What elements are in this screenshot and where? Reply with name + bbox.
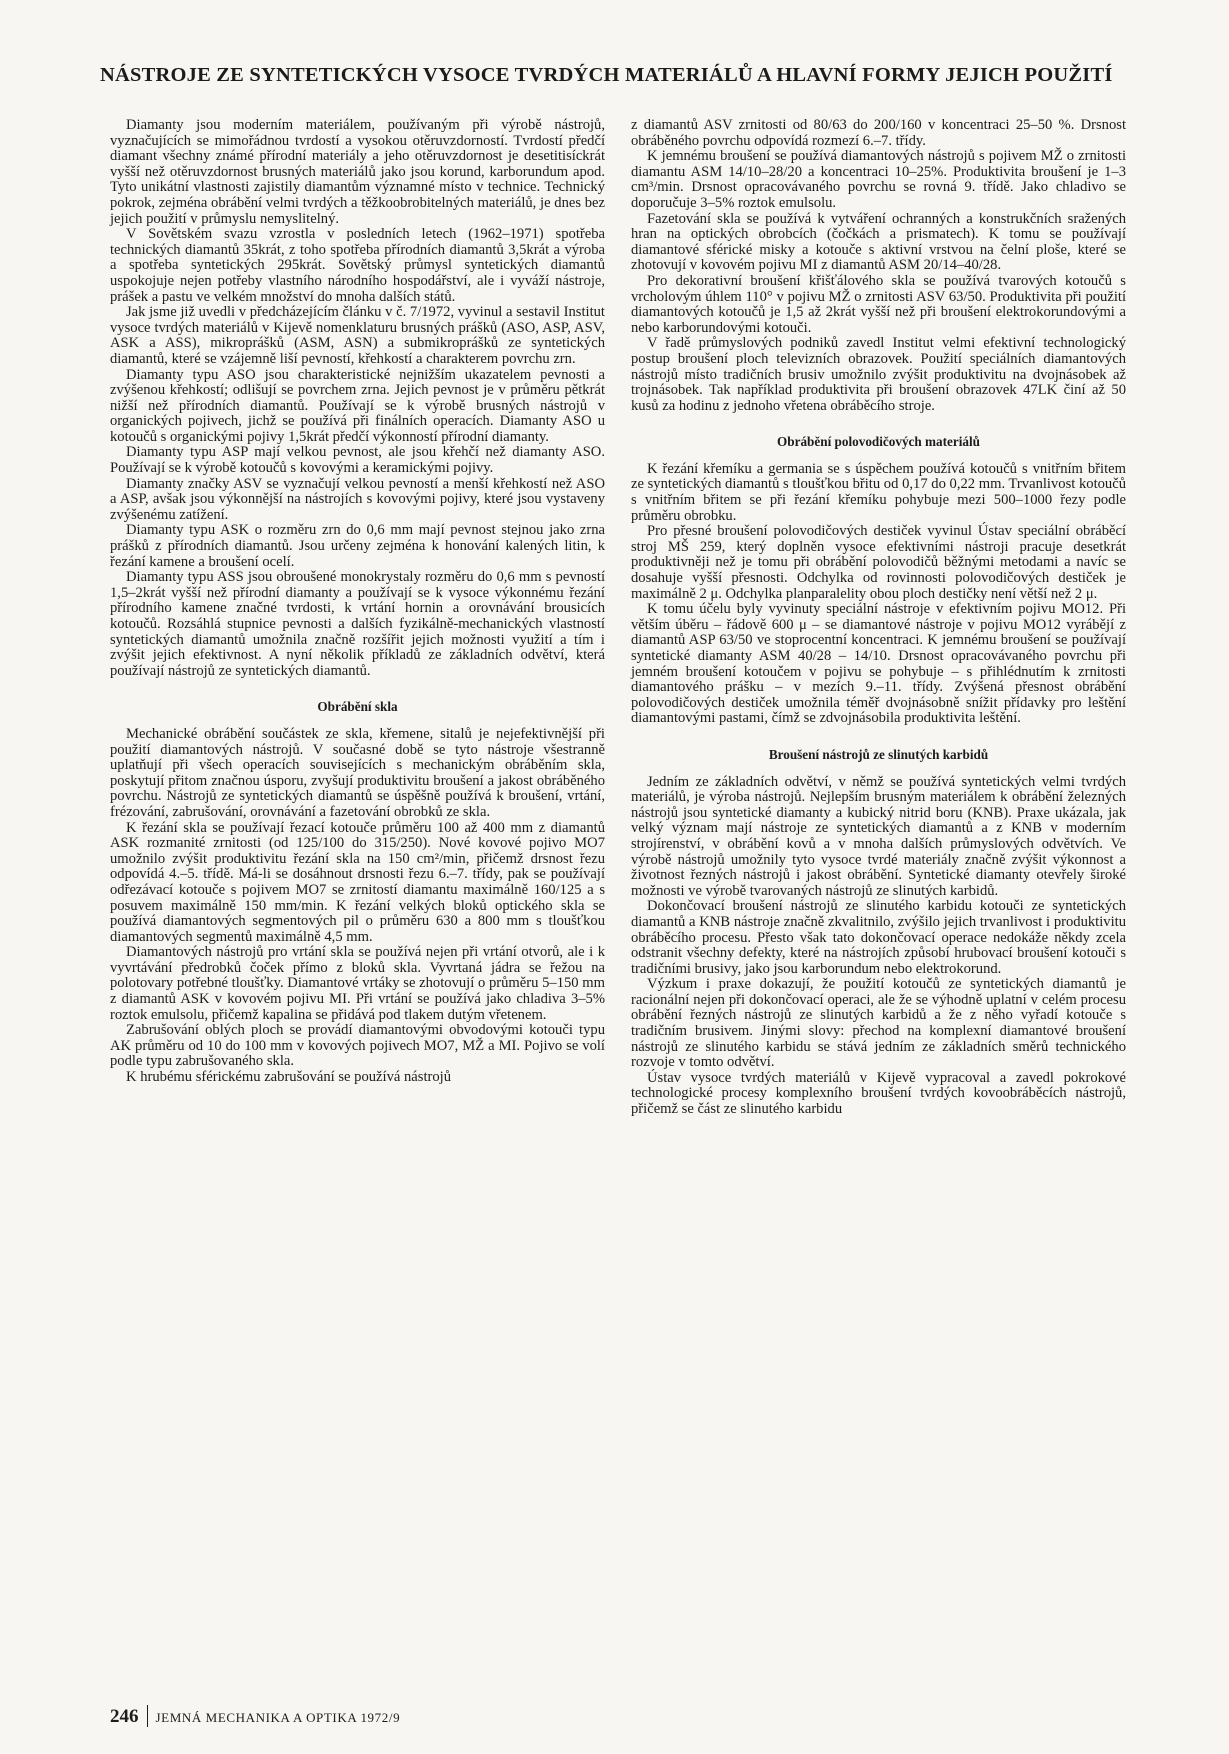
paragraph: K řezání skla se používají řezací kotouče průměru 100 až 400 mm z diamantů ASK rozmanité zrnitosti (od 125/100 do 315/250). Nové kovové pojivo MO7 umožnilo zvýšit produktivitu řezání skla na 150 cm²/min, přičemž drsnost řezu odpovídá 4.–5. třídě. Má-li se dosáhnout drsnosti řezu 6.–7. třídy, pak se používají odřezávací kotouče s pojivem MO7 se zrnitostí diamantu maximálně 160/125 a s posuvem maximálně 150 mm/min. K řezání velkých bloků optického skla se používá diamantových segmentových pil o průměru 630 a 800 mm s tloušťkou diamantových segmentů maximálně 4,5 mm. [110,819,605,945]
paragraph: Mechanické obrábění součástek ze skla, křemene, sitalů je nejefektivnější při použití diamantových nástrojů. V současné době se tyto nástroje všestranně uplatňují při všech operacích souvisejících s mechanickým obráběním skla, poskytují přitom značnou úsporu, zvyšují produktivitu broušení a jakost obráběného povrchu. Nástrojů ze syntetických diamantů se úspěšně používá k broušení, vrtání, frézování, zabrušování, orovnávání a fazetování obrobků ze skla. [110,725,605,820]
paragraph: Diamanty typu ASP mají velkou pevnost, ale jsou křehčí než diamanty ASO. Používají se k výrobě kotoučů s kovovými a keramickými pojivy. [110,444,605,477]
section-heading-carbide-tools: Broušení nástrojů ze slinutých karbidů [768,746,989,762]
paragraph: K řezání křemíku a germania se s úspěchem používá kotoučů s vnitřním břitem ze syntetických diamantů s tloušťkou břitu od 0,17 do 0,22 mm. Trvanlivost kotoučů s vnitřním břitem se při řezání křemíku pohybuje mezi 500–1000 řezy podle průměru obrobku. [631,460,1126,524]
page-footer [110,1705,400,1728]
paragraph: Zabrušování oblých ploch se provádí diamantovými obvodovými kotouči typu AK průměru od 10 do 100 mm v kovových pojivech MO7, MŽ a MI. Pojivo se volí podle typu zabrušovaného skla. [110,1022,605,1070]
paragraph: Diamanty značky ASV se vyznačují velkou pevností a menší křehkostí než ASO a ASP, avšak jsou výkonnější na nástrojích s kovovými pojivy, které jsou vystaveny zvýšenému zatížení. [110,475,605,523]
section-heading-glass: Obrábění skla [317,699,398,715]
paragraph: Pro přesné broušení polovodičových destiček vyvinul Ústav speciální obráběcí stroj MŠ 259, který doplněn vysoce efektivními nástroji pracuje desetkrát produktivněji než je tomu při obrábění polovodičů běžnými metodami a navíc se dosahuje vyšší přesnosti. Odchylka od rovinnosti polovodičových destiček je maximálně 2 μ. Odchylka planparalelity obou ploch destičky není větší než 2 μ. [631,523,1126,602]
left-column [110,118,605,1086]
paragraph: Diamanty jsou moderním materiálem, používaným při výrobě nástrojů, vyznačujících se mimořádnou tvrdostí a vysokou otěruvzdorností. Tvrdostí předčí diamant všechny známé přírodní materiály a jeho otěruvzdornost je desetitisíckrát vyšší než otěruvzdornost brusných materiálů jako jsou korund, karborundum apod. Tyto unikátní vlastnosti zajistily diamantům významné místo v technice. Technický pokrok, zejména obrábění velmi tvrdých a těžkoobrobitelných materiálů, je dnes bez jejich použití v průmyslu nemyslitelný. [110,117,605,227]
paragraph: Výzkum i praxe dokazují, že použití kotoučů ze syntetických diamantů je racionální nejen při dokončovací operaci, ale že se výhodně uplatní v celém procesu obrábění řezných nástrojů ze slinutých karbidů a že z něho vyřadí kotouče s tradičním brusivem. Jinými slovy: přechod na komplexní diamantové broušení nástrojů ze slinutého karbidu se stává jedním ze základních směrů technického rozvoje v tomto odvětví. [631,976,1126,1071]
paragraph: V řadě průmyslových podniků zavedl Institut velmi efektivní technologický postup broušení ploch televizních obrazovek. Použití speciálních diamantových nástrojů místo tradičních brusiv umožnilo zvýšit produktivitu na dvojnásobek až trojnásobek. Tak například produktivita při broušení obrazovek 47LK činí až 50 kusů za hodinu z jednoho vřetena obráběcího stroje. [631,335,1126,414]
journal-name: JEMNÁ MECHANIKA A OPTIKA 1972/9 [155,1710,401,1725]
paragraph: K tomu účelu byly vyvinuty speciální nástroje v efektivním pojivu MO12. Při větším úběru – řádově 600 μ – se diamantové nástroje v pojivu MO12 vyrábějí z diamantů ASP 63/50 ve stoprocentní koncentraci. K jemnému broušení se používají syntetické diamanty ASM 40/28 – 14/10. Drsnost opracovávaného povrchu při jemném broušení kotoučem v pojivu se pohybuje – s přihlédnutím k zrnitosti diamantového prášku – v mezích 9.–11. třídy. Zvýšená přesnost obrábění polovodičových destiček umožnila téměř dvojnásobně snížit přídavky pro leštění diamantovými pastami, čímž se zdvojnásobila produktivita leštění. [631,601,1126,727]
paragraph: Pro dekorativní broušení křišťálového skla se používá tvarových kotoučů s vrcholovým úhlem 110° v pojivu MŽ o zrnitosti ASV 63/50. Produktivita při použití diamantových kotoučů je 1,5 až 2krát vyšší než při broušení elektrokorundovými a nebo karborundovými kotouči. [631,272,1126,336]
paragraph: Diamanty typu ASS jsou obroušené monokrystaly rozměru do 0,6 mm s pevností 1,5–2krát vyšší než přírodní diamanty a používají se k vysoce výkonnému řezání přírodního kamene značné tvrdosti, k vrtání hornin a orovnávání brousicích kotoučů. Rozsáhlá stupnice pevnosti a dalších fyzikálně-mechanických vlastností syntetických diamantů umožnila značně rozšířit jejich možnosti využití a tím i zvýšit jejich efektivnost. A nyní několik příkladů ze základních odvětví, která používají nástrojů ze syntetických diamantů. [110,569,605,679]
paragraph: Dokončovací broušení nástrojů ze slinutého karbidu kotouči ze syntetických diamantů a KNB nástroje značně zkvalitnilo, zvýšilo jejich trvanlivost i produktivitu obráběcího procesu. Přesto však tato dokončovací operace nedokáže někdy zcela odstranit všechny defekty, které na nástrojích způsobí hrubovací broušení kotouči s tradičními brusivy, jako jsou karborundum nebo elektrokorund. [631,898,1126,977]
paragraph: Diamantových nástrojů pro vrtání skla se používá nejen při vrtání otvorů, ale i k vyvrtávání předrobků čoček přímo z bloků skla. Vyvrtaná jádra se řežou na polotovary potřebné tloušťky. Diamantové vrtáky se zhotovují o průměru 5–150 mm z diamantů ASK v kovovém pojivu MI. Při vrtání se používá jako chladiva 3–5% roztok emulsolu, přičemž kapalina se přidává pod tlakem dutým vřetenem. [110,944,605,1023]
right-column [631,118,1126,1118]
paragraph: Jak jsme již uvedli v předcházejícím článku v č. 7/1972, vyvinul a sestavil Institut vysoce tvrdých materiálů v Kijevě nomenklaturu brusných prášků (ASO, ASP, ASV, ASK a ASS), mikroprášků (ASM, ASN) a submikroprášků ze syntetických diamantů, které se vzájemně liší pevností, křehkostí a charakterem povrchu zrn. [110,304,605,367]
page-number: 246 [110,1706,139,1727]
paragraph: Diamanty typu ASK o rozměru zrn do 0,6 mm mají pevnost stejnou jako zrna prášků z přírodních diamantů. Jsou určeny zejména k honování kalených litin, k řezání kamene a broušení ocelí. [110,522,605,570]
paragraph: Jedním ze základních odvětví, v němž se používá syntetických velmi tvrdých materiálů, je výroba nástrojů. Nejlepším brusným materiálem k obrábění železných nástrojů jsou syntetické diamanty a kubický nitrid boru (KNB). Praxe ukázala, jak velký význam mají nástroje ze syntetických diamantů a z KNB v moderním strojírenství, v obrábění kovů a v mnoha dalších průmyslových odvětvích. Ve výrobě nástrojů umožnily tyto vysoce tvrdé materiály značně zvýšit výkonnost a životnost řezných nástrojů i jakost obrábění. Syntetické diamanty otevřely široké možnosti ve výrobě tvarovaných nástrojů ze slinutých karbidů. [631,773,1126,899]
article-title: NÁSTROJE ZE SYNTETICKÝCH VYSOCE TVRDÝCH MATERIÁLŮ A HLAVNÍ FORMY JEJICH POUŽITÍ [100,64,1113,86]
paragraph: V Sovětském svazu vzrostla v posledních letech (1962–1971) spotřeba technických diamantů 35krát, z toho spotřeba přírodních diamantů 3,5krát a výroba a spotřeba syntetických 295krát. Sovětský průmysl syntetických diamantů uspokojuje nejen potřeby vlastního národního hospodářství, ale i vyváží nástroje, prášek a pastu ve velkém množství do mnoha dalších států. [110,226,605,305]
paragraph: Fazetování skla se používá k vytváření ochranných a konstrukčních sražených hran na optických obrobcích (čočkách a prismatech). K tomu se používají diamantové sférické misky a kotouče s aktivní vrstvou na čelní ploše, které se zhotovují v kovovém pojivu MI z diamantů ASM 20/14–40/28. [631,210,1126,274]
paragraph: Ústav vysoce tvrdých materiálů v Kijevě vypracoval a zavedl pokrokové technologické procesy komplexního broušení tvrdých kovoobráběcích nástrojů, přičemž se část ze slinutého karbidu [631,1069,1126,1118]
paragraph: Diamanty typu ASO jsou charakteristické nejnižším ukazatelem pevnosti a zvýšenou křehkostí; odlišují se povrchem zrna. Jejich pevnost je v průměru pětkrát nižší než přírodních diamantů. Používají se k výrobě brusných nástrojů v organických pojivech, jichž se používá při finálních operacích. Diamanty ASO u kotoučů s organickými pojivy 1,5krát předčí výkonností přírodní diamanty. [110,366,605,445]
section-heading-semiconductors: Obrábění polovodičových materiálů [777,434,980,450]
paragraph: K hrubému sférickému zabrušování se používá nástrojů [126,1069,452,1086]
paragraph: z diamantů ASV zrnitosti od 80/63 do 200/160 v koncentraci 25–50 %. Drsnost obráběného povrchu odpovídá rozmezí 6.–7. třídy. [631,117,1126,149]
footer-divider [147,1705,148,1727]
paragraph: K jemnému broušení se používá diamantových nástrojů s pojivem MŽ o zrnitosti diamantu ASM 14/10–28/20 a koncentraci 10–25%. Produktivita broušení je 1–3 cm³/min. Drsnost opracovávaného povrchu se rovná 9. třídě. Jako chladivo se doporučuje 3–5% roztok emulsolu. [631,148,1126,211]
